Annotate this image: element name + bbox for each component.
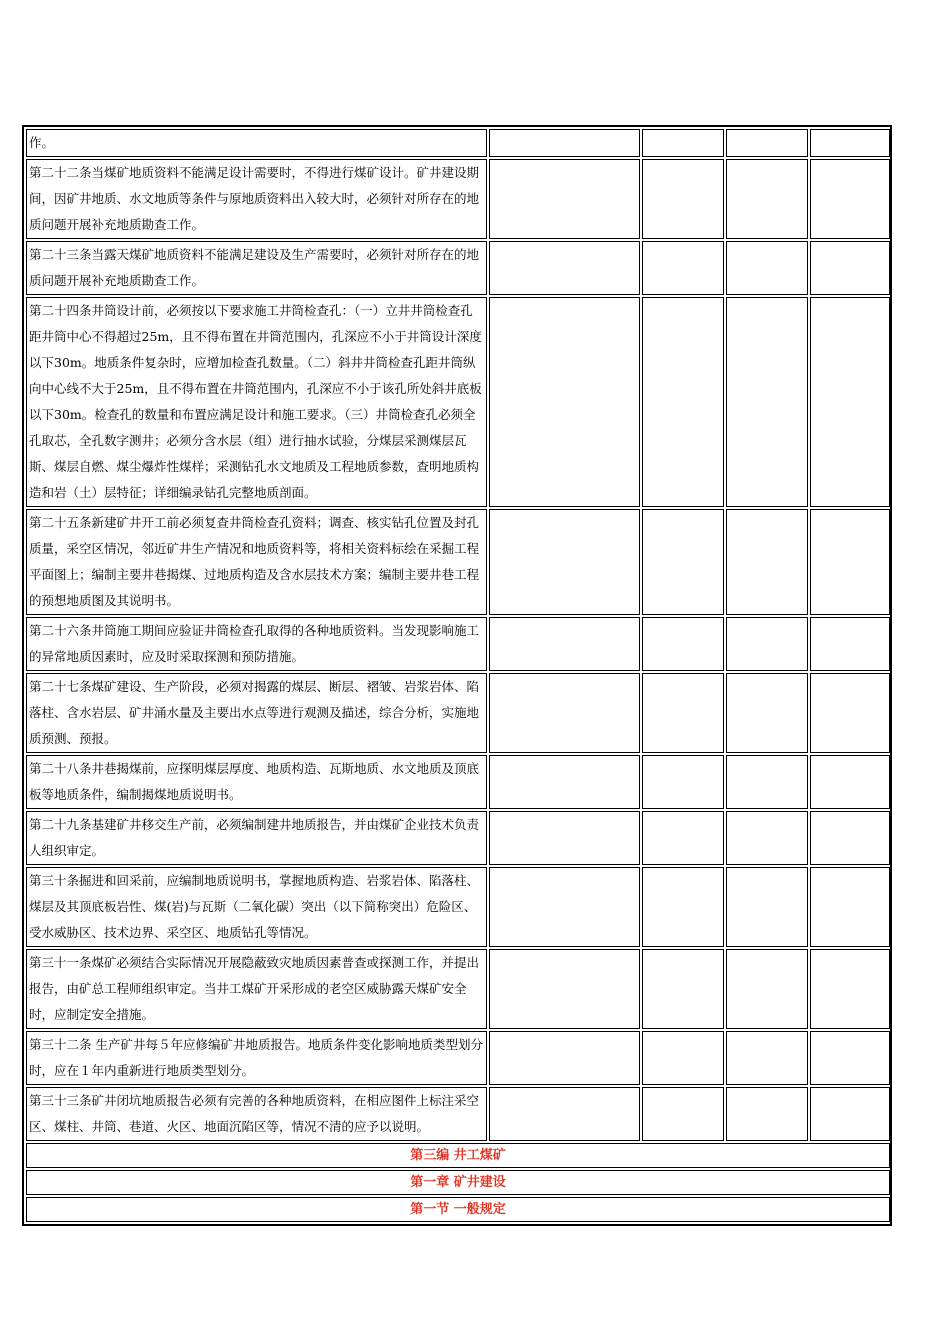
check-cell <box>810 949 890 1029</box>
check-cell <box>810 867 890 947</box>
check-cell <box>726 297 808 507</box>
table-row <box>26 241 890 295</box>
check-cell <box>642 949 724 1029</box>
table-row <box>26 129 890 157</box>
clause-text: 第三十二条 生产矿井每５年应修编矿井地质报告。地质条件变化影响地质类型划分时，应在１年内重新进行地质类型划分。 <box>26 1031 487 1085</box>
table-row <box>26 949 890 1029</box>
check-cell <box>726 1031 808 1085</box>
clause-text: 第三十三条矿井闭坑地质报告必须有完善的各种地质资料，在相应图件上标注采空区、煤柱、井筒、巷道、火区、地面沉陷区等，情况不清的应予以说明。 <box>26 1087 487 1141</box>
part-heading-row <box>26 1143 890 1168</box>
check-cell <box>642 673 724 753</box>
check-cell <box>642 297 724 507</box>
clause-text: 第二十八条井巷揭煤前，应探明煤层厚度、地质构造、瓦斯地质、水文地质及顶底板等地质条件，编制揭煤地质说明书。 <box>26 755 487 809</box>
check-cell <box>726 755 808 809</box>
check-cell <box>726 617 808 671</box>
clause-text: 第二十五条新建矿井开工前必须复查井筒检查孔资料；调查、核实钻孔位置及封孔质量，采空区情况，邻近矿井生产情况和地质资料等，将相关资料标绘在采掘工程平面图上；编制主要井巷揭煤、过地质构造及含水层技术方案；编制主要井巷工程的预想地质图及其说明书。 <box>26 509 487 615</box>
table-row <box>26 755 890 809</box>
check-cell <box>489 159 640 239</box>
check-cell <box>726 159 808 239</box>
check-cell <box>642 129 724 157</box>
check-cell <box>810 129 890 157</box>
table-row <box>26 297 890 507</box>
check-cell <box>489 673 640 753</box>
check-cell <box>726 129 808 157</box>
section-heading: 第一节 一般规定 <box>26 1197 890 1222</box>
regulation-table <box>22 125 892 1226</box>
check-cell <box>489 755 640 809</box>
check-cell <box>810 673 890 753</box>
check-cell <box>642 159 724 239</box>
check-cell <box>489 867 640 947</box>
check-cell <box>642 867 724 947</box>
check-cell <box>810 1031 890 1085</box>
check-cell <box>642 811 724 865</box>
check-cell <box>642 509 724 615</box>
check-cell <box>810 755 890 809</box>
chapter-heading-row <box>26 1170 890 1195</box>
check-cell <box>810 241 890 295</box>
check-cell <box>726 241 808 295</box>
clause-text: 作。 <box>26 129 487 157</box>
check-cell <box>489 1031 640 1085</box>
check-cell <box>726 673 808 753</box>
check-cell <box>642 1031 724 1085</box>
check-cell <box>642 755 724 809</box>
check-cell <box>726 867 808 947</box>
check-cell <box>726 1087 808 1141</box>
clause-text: 第二十九条基建矿井移交生产前，必须编制建井地质报告，并由煤矿企业技术负责人组织审定。 <box>26 811 487 865</box>
check-cell <box>642 617 724 671</box>
clause-text: 第三十一条煤矿必须结合实际情况开展隐蔽致灾地质因素普查或探测工作，并提出报告，由矿总工程师组织审定。当井工煤矿开采形成的老空区威胁露天煤矿安全时，应制定安全措施。 <box>26 949 487 1029</box>
table-row <box>26 159 890 239</box>
check-cell <box>810 159 890 239</box>
clause-text: 第二十七条煤矿建设、生产阶段，必须对揭露的煤层、断层、褶皱、岩浆岩体、陷落柱、含水岩层、矿井涌水量及主要出水点等进行观测及描述，综合分析，实施地质预测、预报。 <box>26 673 487 753</box>
check-cell <box>489 617 640 671</box>
clause-text: 第二十六条井筒施工期间应验证井筒检查孔取得的各种地质资料。当发现影响施工的异常地质因素时，应及时采取探测和预防措施。 <box>26 617 487 671</box>
table-row <box>26 811 890 865</box>
clause-text: 第二十三条当露天煤矿地质资料不能满足建设及生产需要时，必须针对所存在的地质问题开展补充地质勘查工作。 <box>26 241 487 295</box>
chapter-heading: 第一章 矿井建设 <box>26 1170 890 1195</box>
check-cell <box>642 241 724 295</box>
table-row <box>26 673 890 753</box>
check-cell <box>726 509 808 615</box>
check-cell <box>489 297 640 507</box>
table-row <box>26 1087 890 1141</box>
table-row <box>26 1031 890 1085</box>
check-cell <box>642 1087 724 1141</box>
check-cell <box>810 297 890 507</box>
table-row <box>26 617 890 671</box>
clause-text: 第三十条掘进和回采前，应编制地质说明书，掌握地质构造、岩浆岩体、陷落柱、煤层及其顶底板岩性、煤(岩)与瓦斯（二氧化碳）突出（以下简称突出）危险区、受水威胁区、技术边界、采空区、地质钻孔等情况。 <box>26 867 487 947</box>
clause-text: 第二十四条井筒设计前，必须按以下要求施工井筒检查孔：（一）立井井筒检查孔距井筒中心不得超过25m，且不得布置在井筒范围内，孔深应不小于井筒设计深度以下30m。地质条件复杂时，应增加检查孔数量。（二）斜井井筒检查孔距井筒纵向中心线不大于25m，且不得布置在井筒范围内，孔深应不小于该孔所处斜井底板以下30m。检查孔的数量和布置应满足设计和施工要求。（三）井筒检查孔必须全孔取芯，全孔数字测井；必须分含水层（组）进行抽水试验，分煤层采测煤层瓦斯、煤层自燃、煤尘爆炸性煤样；采测钻孔水文地质及工程地质参数，查明地质构造和岩（土）层特征；详细编录钻孔完整地质剖面。 <box>26 297 487 507</box>
check-cell <box>489 811 640 865</box>
part-heading: 第三编 井工煤矿 <box>26 1143 890 1168</box>
section-heading-row <box>26 1197 890 1222</box>
check-cell <box>489 509 640 615</box>
check-cell <box>489 241 640 295</box>
check-cell <box>810 1087 890 1141</box>
check-cell <box>810 617 890 671</box>
check-cell <box>489 129 640 157</box>
check-cell <box>489 949 640 1029</box>
table-row <box>26 867 890 947</box>
check-cell <box>810 509 890 615</box>
check-cell <box>726 811 808 865</box>
table-row <box>26 509 890 615</box>
check-cell <box>810 811 890 865</box>
clause-text: 第二十二条当煤矿地质资料不能满足设计需要时，不得进行煤矿设计。矿井建设期间，因矿井地质、水文地质等条件与原地质资料出入较大时，必须针对所存在的地质问题开展补充地质勘查工作。 <box>26 159 487 239</box>
check-cell <box>726 949 808 1029</box>
check-cell <box>489 1087 640 1141</box>
